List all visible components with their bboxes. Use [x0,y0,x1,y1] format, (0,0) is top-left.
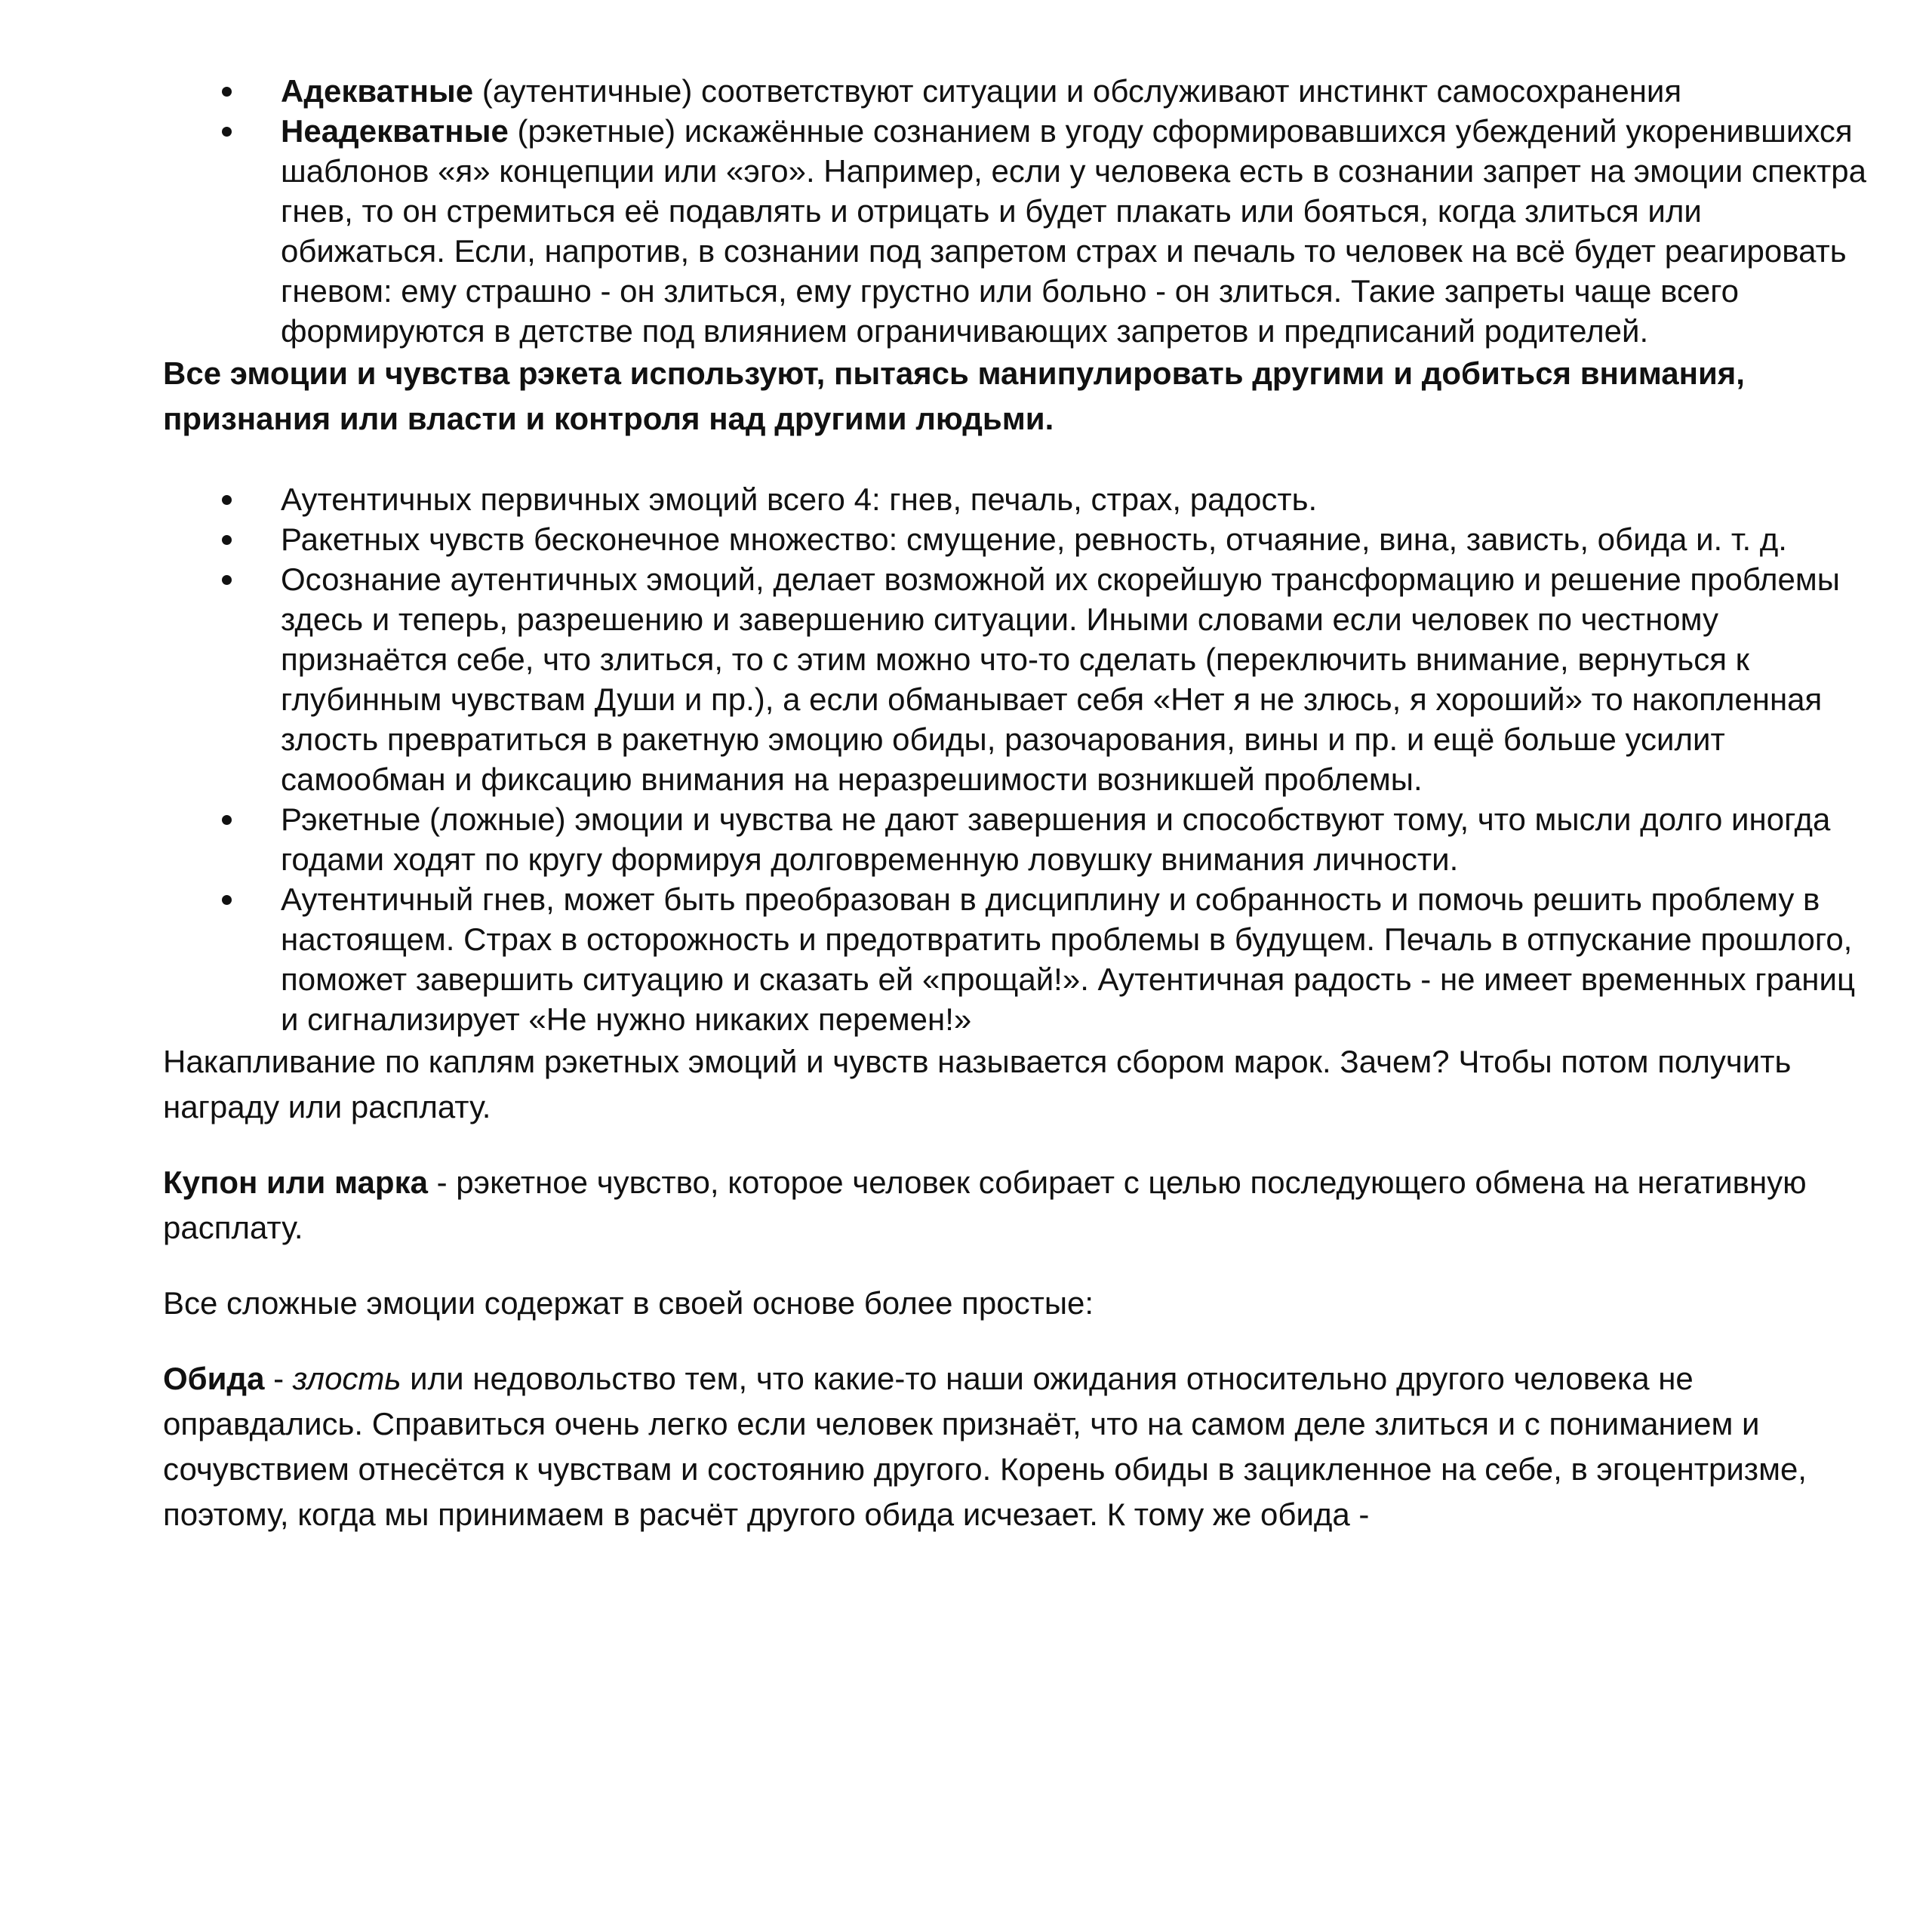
offense-paragraph [163,1356,1872,1537]
emotion-types-list [163,71,1872,351]
marks-paragraph: Накапливание по каплям рэкетных эмоций и чувств называется сбором марок. Зачем? Чтобы потом получить награду или расплату. [163,1044,1792,1124]
coupon-paragraph [163,1160,1872,1251]
list-item [163,799,1872,879]
offense-dash: - [264,1361,293,1396]
authentic-emotions-list [163,479,1872,1039]
offense-italic: злость [292,1361,401,1396]
offense-term: Обида [163,1361,265,1396]
offense-text: или недовольство тем, что какие-то наши ожидания относительно другого человека не оправдались. Справиться очень легко если человек признаёт, что на самом деле злиться и с пониманием и сочувствием отнесётся к чувствам и состоянию другого. Корень обиды в зацикленное на себе, в эгоцентризме, поэтому, когда мы принимаем в расчёт другого обида исчезает. К тому же обида - [163,1361,1807,1532]
term-adequate-text: (аутентичные) соответствуют ситуации и обслуживают инстинкт самосохранения [473,73,1682,109]
term-adequate: Адекватные [281,73,474,109]
list-item [163,559,1872,799]
list-item [163,519,1872,559]
coupon-text: - рэкетное чувство, которое человек собирает с целью последующего обмена на негативную расплату. [163,1164,1807,1245]
bullet-icon [222,815,232,825]
bullet-icon [222,535,232,545]
bullet-icon [222,495,232,505]
term-inadequate-text: (рэкетные) искажённые сознанием в угоду сформировавшихся убеждений укоренившихся шаблонов «я» концепции или «эго». Например, если у человека есть в сознании запрет на эмоции спектра гнев, то он стремиться её подавлять и отрицать и будет плакать или бояться, когда злиться или обижаться. Если, напротив, в сознании под запретом страх и печаль то человек на всё будет реагировать гневом: ему страшно - он злиться, ему грустно или больно - он злиться. Такие запреты чаще всего формируются в детстве под влиянием ограничивающих запретов и предписаний родителей. [281,113,1866,349]
document-page [163,71,1872,1567]
list-item [163,479,1872,519]
list-item-text: Рэкетные (ложные) эмоции и чувства не дают завершения и способствуют тому, что мысли долго иногда годами ходят по кругу формируя долговременную ловушку внимания личности. [281,801,1831,877]
bullet-icon [222,895,232,905]
bullet-icon [222,87,232,97]
coupon-term: Купон или марка [163,1164,428,1200]
list-item-text: Ракетных чувств бесконечное множество: смущение, ревность, отчаяние, вина, зависть, обида и. т. д. [281,521,1787,557]
list-item-text: Аутентичных первичных эмоций всего 4: гнев, печаль, страх, радость. [281,481,1318,517]
bullet-icon [222,575,232,585]
list-item [163,111,1872,351]
racket-manipulation-paragraph: Все эмоции и чувства рэкета используют, пытаясь манипулировать другими и добиться внимания, признания или власти и контроля над другими людьми. [163,355,1745,436]
list-item [163,879,1872,1039]
term-inadequate: Неадекватные [281,113,509,149]
complex-emotions-paragraph: Все сложные эмоции содержат в своей основе более простые: [163,1285,1094,1321]
list-item-text: Аутентичный гнев, может быть преобразован в дисциплину и собранность и помочь решить проблему в настоящем. Страх в осторожность и предотвратить проблемы в будущем. Печаль в отпускание прошлого, поможет завершить ситуацию и сказать ей «прощай!». Аутентичная радость - не имеет временных границ и сигнализирует «Не нужно никаких перемен!» [281,881,1855,1037]
bullet-icon [222,127,232,137]
list-item-text: Осознание аутентичных эмоций, делает возможной их скорейшую трансформацию и решение проблемы здесь и теперь, разрешению и завершению ситуации. Иными словами если человек по честному признаётся себе, что злиться, то с этим можно что-то сделать (переключить внимание, вернуться к глубинным чувствам Души и пр.), а если обманывает себя «Нет я не злюсь, я хороший» то накопленная злость превратиться в ракетную эмоцию обиды, разочарования, вины и пр. и ещё больше усилит самообман и фиксацию внимания на неразрешимости возникшей проблемы. [281,561,1840,797]
list-item [163,71,1872,111]
